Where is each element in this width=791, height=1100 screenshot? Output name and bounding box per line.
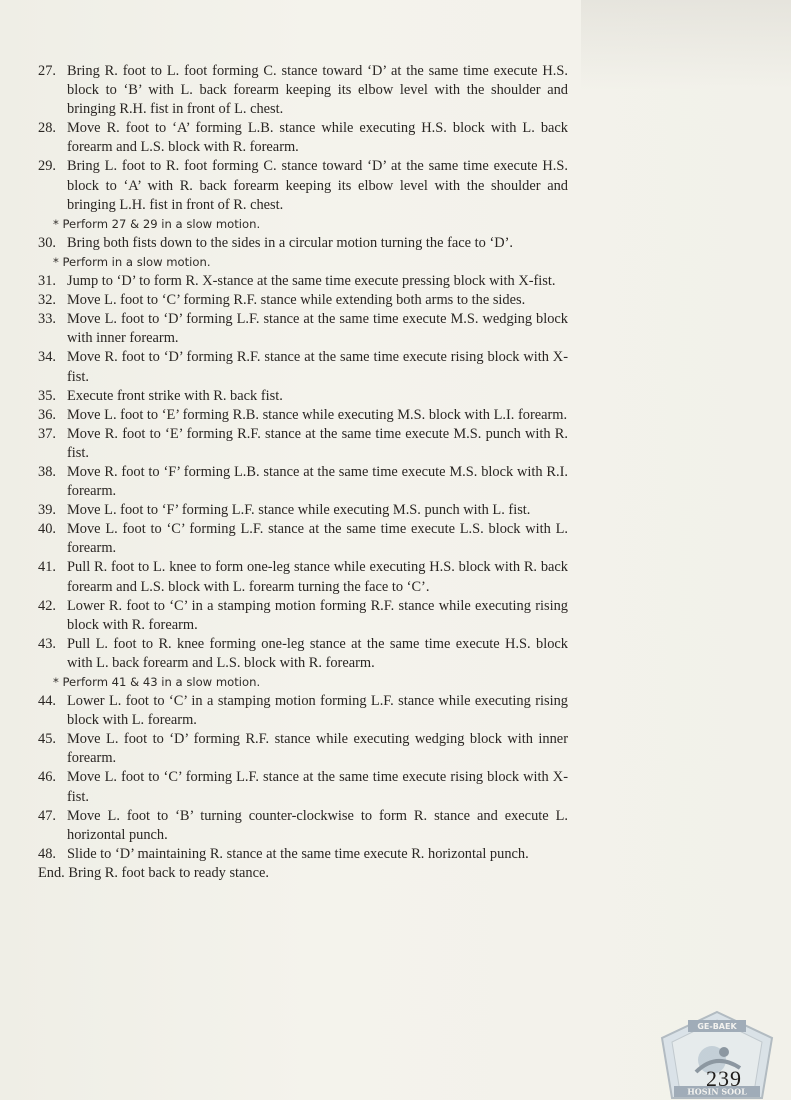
step-number: 43. — [38, 635, 56, 652]
slow-motion-note: * Perform 41 & 43 in a slow motion. — [53, 675, 261, 689]
step-text: Bring R. foot to L. foot forming C. stance toward ‘D’ at the same time execute H.S. block to ‘B’ with L. back forearm keeping its elbow level with the shoulder and bringing R.H. fist in front of L. chest. — [67, 63, 568, 118]
pattern-step — [38, 62, 568, 119]
pattern-step — [38, 520, 568, 558]
pattern-step — [38, 558, 568, 596]
step-number: 35. — [38, 387, 56, 404]
step-number: 28. — [38, 120, 56, 137]
pattern-step — [38, 406, 568, 425]
step-number: 30. — [38, 234, 56, 251]
ending-text: Bring R. foot back to ready stance. — [68, 864, 270, 881]
step-number: 42. — [38, 597, 56, 614]
slow-motion-note: * Perform 27 & 29 in a slow motion. — [53, 216, 261, 231]
pattern-step — [38, 387, 568, 406]
step-text: Move L. foot to ‘D’ forming L.F. stance at the same time execute M.S. wedging block with inner forearm. — [67, 311, 568, 347]
ending-label: End. — [38, 864, 65, 881]
step-number: 44. — [38, 693, 56, 710]
step-number: 37. — [38, 425, 56, 442]
pattern-step — [38, 348, 568, 386]
step-text: Move R. foot to ‘F’ forming L.B. stance at the same time execute M.S. block with R.I. forearm. — [67, 463, 568, 500]
step-text: Slide to ‘D’ maintaining R. stance at the same time execute R. horizontal punch. — [67, 845, 529, 862]
step-number: 29. — [38, 158, 56, 175]
step-number: 48. — [38, 845, 56, 862]
step-number: 40. — [38, 521, 56, 538]
pattern-step — [38, 768, 568, 806]
pattern-step — [38, 119, 568, 157]
pattern-step — [38, 234, 568, 253]
pattern-step — [38, 597, 568, 635]
step-number: 41. — [38, 559, 56, 576]
step-text: Jump to ‘D’ to form R. X-stance at the same time execute pressing block with X-fist. — [67, 273, 556, 290]
step-text: Execute front strike with R. back fist. — [67, 387, 283, 404]
step-text: Pull L. foot to R. knee forming one-leg stance at the same time execute H.S. block with L. back forearm and L.S. block with R. forearm. — [67, 635, 568, 671]
step-number: 36. — [38, 406, 56, 423]
page-shadow — [581, 0, 791, 90]
slow-motion-note: * Perform in a slow motion. — [53, 254, 211, 269]
pattern-step — [38, 157, 568, 214]
step-text: Bring L. foot to R. foot forming C. stance toward ‘D’ at the same time execute H.S. block to ‘A’ with R. back forearm keeping its elbow level with the shoulder and bringing L.H. fist in front of R. chest. — [67, 158, 568, 213]
step-number: 38. — [38, 463, 56, 480]
pattern-step — [38, 310, 568, 348]
step-text: Move R. foot to ‘A’ forming L.B. stance while executing H.S. block with L. back forearm and L.S. block with R. forearm. — [67, 120, 568, 156]
step-text: Move L. foot to ‘F’ forming L.F. stance while executing M.S. punch with L. fist. — [67, 502, 531, 519]
pattern-step — [38, 501, 568, 520]
step-number: 46. — [38, 769, 56, 786]
ending-line — [38, 864, 568, 883]
step-text: Pull R. foot to L. knee to form one-leg stance while executing H.S. block with R. back forearm and L.S. block with L. forearm turning the face to ‘C’. — [67, 559, 568, 595]
svg-text:GE-BAEK: GE-BAEK — [697, 1022, 737, 1031]
step-number: 39. — [38, 502, 56, 519]
step-text: Move L. foot to ‘C’ forming R.F. stance while extending both arms to the sides. — [67, 292, 526, 309]
pattern-step — [38, 845, 568, 864]
pattern-step — [38, 463, 568, 501]
step-text: Move L. foot to ‘D’ forming R.F. stance while executing wedging block with inner forearm. — [67, 731, 568, 767]
step-number: 47. — [38, 807, 56, 824]
step-text: Move R. foot to ‘E’ forming R.F. stance at the same time execute M.S. punch with R. fist. — [67, 425, 568, 461]
pattern-step-list — [38, 62, 568, 883]
step-number: 32. — [38, 292, 56, 309]
step-number: 34. — [38, 349, 56, 366]
step-text: Move R. foot to ‘D’ forming R.F. stance at the same time execute rising block with X-fist. — [67, 349, 568, 385]
pattern-step — [38, 635, 568, 673]
step-text: Lower R. foot to ‘C’ in a stamping motion forming R.F. stance while executing rising block with R. forearm. — [67, 597, 568, 633]
page-number: 239 — [706, 1066, 742, 1091]
pattern-step — [38, 807, 568, 845]
step-text: Move L. foot to ‘C’ forming L.F. stance at the same time execute L.S. block with L. forearm. — [67, 521, 568, 557]
pattern-step — [38, 272, 568, 291]
svg-text:HOSIN SOOL: HOSIN SOOL — [687, 1086, 747, 1097]
step-number: 45. — [38, 731, 56, 748]
step-text: Bring both fists down to the sides in a circular motion turning the face to ‘D’. — [67, 234, 514, 251]
step-number: 31. — [38, 273, 56, 290]
step-number: 27. — [38, 63, 56, 79]
pattern-step — [38, 692, 568, 730]
step-text: Lower L. foot to ‘C’ in a stamping motion forming L.F. stance while executing rising block with L. forearm. — [67, 693, 568, 729]
step-text: Move L. foot to ‘E’ forming R.B. stance while executing M.S. block with L.I. forearm. — [67, 406, 568, 423]
pattern-step — [38, 425, 568, 463]
step-text: Move L. foot to ‘C’ forming L.F. stance at the same time execute rising block with X-fist. — [67, 769, 568, 805]
pattern-step — [38, 291, 568, 310]
step-text: Move L. foot to ‘B’ turning counter-clockwise to form R. stance and execute L. horizontal punch. — [67, 807, 568, 843]
step-number: 33. — [38, 311, 56, 328]
pattern-step — [38, 730, 568, 768]
